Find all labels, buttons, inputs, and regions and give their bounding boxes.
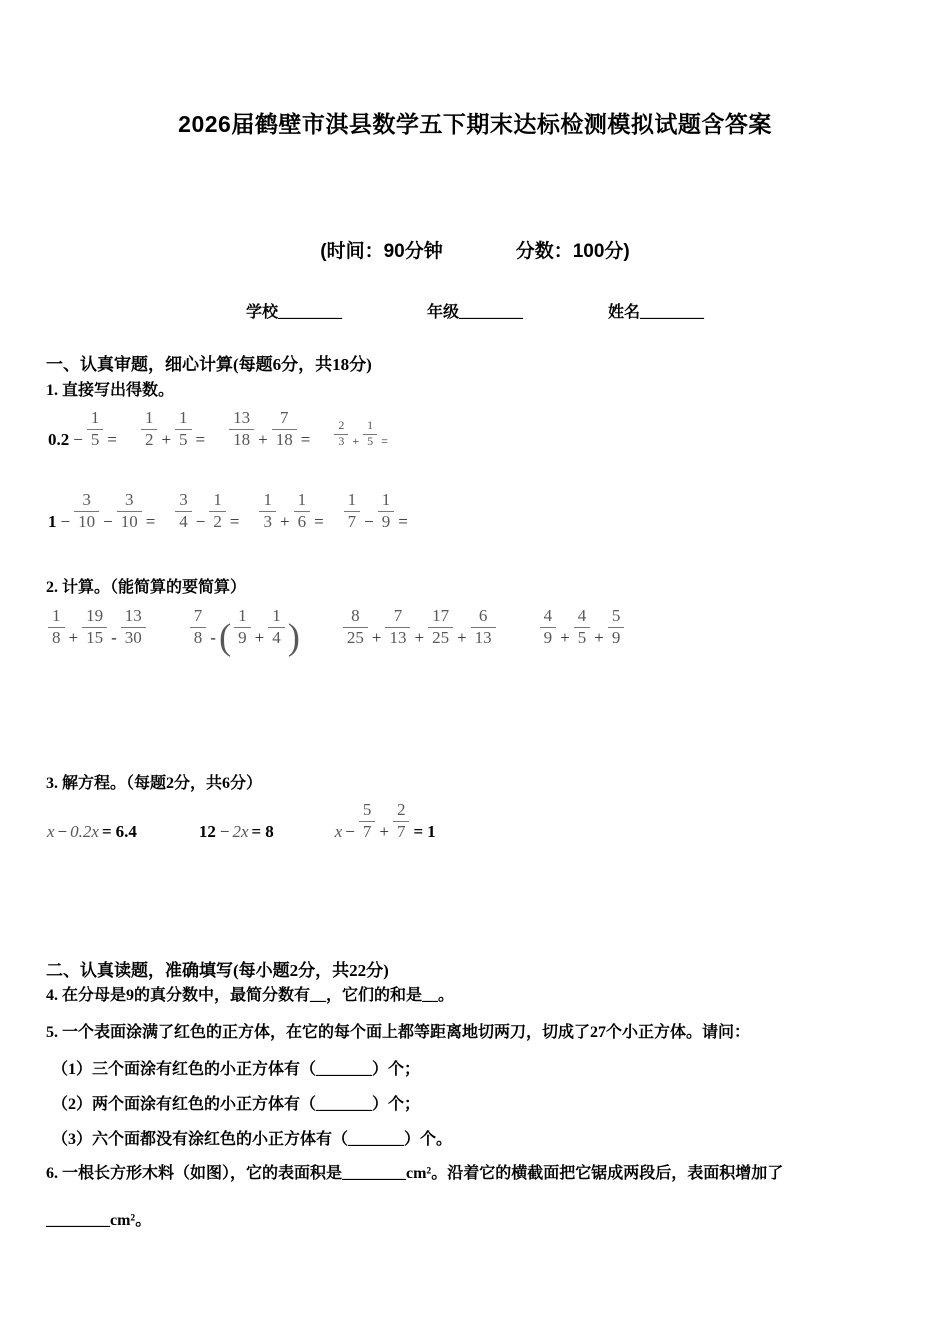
question5-item3: （3）六个面都没有涂红色的小正方体有（_______）个。	[52, 1131, 453, 1148]
fraction-numerator: 17	[428, 606, 453, 628]
math-equation	[197, 822, 276, 842]
math-expression	[342, 490, 410, 532]
name-blank: 姓名________	[608, 304, 705, 321]
math-expression	[173, 490, 241, 532]
fraction-denominator: 3	[263, 511, 272, 531]
fraction-denominator: 18	[275, 429, 293, 449]
fraction-numerator: 2	[334, 419, 348, 435]
math-token: =	[107, 429, 117, 449]
fraction-denominator: 9	[543, 627, 553, 647]
math-token: =	[229, 511, 240, 531]
fraction	[393, 800, 410, 841]
math-token: 0.2	[48, 429, 70, 449]
fraction-denominator: 2	[213, 511, 222, 531]
question3-label: 3. 解方程。（每题2分，共6分）	[46, 775, 263, 792]
math-token: +	[371, 627, 382, 647]
fraction	[234, 606, 251, 647]
math-expression	[341, 606, 498, 648]
fraction	[82, 606, 107, 647]
math-token: +	[258, 429, 268, 449]
fraction-numerator: 1	[209, 490, 226, 512]
fraction-denominator: 25	[432, 627, 450, 647]
math-token: +	[414, 627, 425, 647]
math-equation	[334, 800, 438, 842]
fraction-numerator: 1	[259, 490, 276, 512]
fraction-denominator: 9	[381, 511, 391, 531]
fraction	[343, 606, 368, 647]
fraction-numerator: 5	[359, 800, 376, 822]
fraction-denominator: 7	[396, 821, 406, 841]
fraction-denominator: 8	[52, 627, 61, 647]
question5-item1: （1）三个面涂有红色的小正方体有（_______）个；	[52, 1061, 421, 1078]
math-token: −	[73, 429, 83, 449]
fraction-numerator: 4	[574, 606, 591, 628]
fraction-denominator: 5	[367, 433, 374, 448]
math-token: -	[210, 627, 216, 647]
math-token: =	[101, 821, 112, 841]
math-expression	[188, 606, 301, 658]
exam-time: (时间：90分钟	[320, 241, 443, 262]
fraction	[175, 490, 192, 531]
fraction-numerator: 1	[141, 408, 158, 430]
math-token: =	[398, 511, 408, 531]
fraction-numerator: 7	[190, 606, 207, 628]
math-token: −	[57, 821, 68, 841]
question2-row	[46, 606, 626, 658]
section2-heading: 二、认真读题，准确填写(每小题2分，共22分)	[46, 961, 389, 980]
fraction-denominator: 5	[179, 429, 188, 449]
math-token: +	[68, 627, 79, 647]
fraction-numerator: 2	[393, 800, 410, 822]
fraction-denominator: 7	[347, 511, 357, 531]
fraction-denominator: 10	[120, 511, 138, 531]
fraction-denominator: 10	[78, 511, 96, 531]
fraction-numerator: 1	[294, 490, 311, 512]
question1-label: 1. 直接写出得数。	[46, 382, 175, 399]
fraction	[334, 419, 348, 449]
math-equation	[46, 822, 139, 842]
math-token: −	[345, 821, 355, 841]
math-token: =	[251, 821, 262, 841]
fraction-denominator: 7	[362, 821, 372, 841]
math-expression	[139, 408, 207, 450]
math-token: 8	[265, 821, 274, 841]
math-expression	[46, 408, 119, 450]
student-info-line	[0, 299, 950, 322]
question4-text: 4. 在分母是9的真分数中，最简分数有__，它们的和是__。	[46, 987, 455, 1004]
math-token: x	[47, 821, 55, 841]
fraction	[175, 408, 192, 449]
math-token: +	[457, 627, 467, 647]
fraction	[428, 606, 453, 647]
question3-row	[46, 800, 438, 842]
question5-item2: （2）两个面涂有红色的小正方体有（_______）个；	[52, 1096, 421, 1113]
fraction	[385, 606, 410, 647]
fraction-denominator: 9	[611, 627, 621, 647]
question1-row2	[46, 490, 410, 532]
fraction-numerator: 19	[82, 606, 107, 628]
fraction-numerator: 8	[343, 606, 368, 628]
fraction-numerator: 3	[175, 490, 192, 512]
math-token: −	[60, 511, 71, 531]
fraction	[209, 490, 226, 531]
math-token: =	[413, 821, 424, 841]
fraction	[121, 606, 146, 647]
math-token: +	[279, 511, 290, 531]
exam-score: 分数：100分)	[515, 241, 630, 262]
section1-heading: 一、认真审题，细心计算(每题6分，共18分)	[46, 355, 372, 374]
fraction-numerator: 1	[363, 419, 377, 435]
fraction-numerator: 1	[344, 490, 361, 512]
fraction-denominator: 5	[577, 627, 587, 647]
math-token: (	[218, 616, 232, 658]
fraction-denominator: 9	[238, 627, 247, 647]
question6-line1: 6. 一根长方形木料（如图），它的表面积是________cm²。沿着它的横截面把它锯成两段后，表面积增加了	[46, 1165, 784, 1182]
fraction-numerator: 13	[229, 408, 254, 430]
fraction	[48, 606, 65, 647]
math-token: 12	[198, 821, 216, 841]
fraction	[471, 606, 496, 647]
fraction	[117, 490, 142, 531]
fraction-denominator: 5	[90, 429, 100, 449]
math-expression	[538, 606, 627, 648]
math-token: )	[287, 616, 300, 658]
math-token: +	[352, 433, 360, 448]
fraction-denominator: 13	[389, 627, 407, 647]
question6-line2: ________cm²。	[46, 1212, 152, 1229]
fraction	[87, 408, 104, 449]
fraction-numerator: 1	[175, 408, 192, 430]
fraction-numerator: 5	[608, 606, 625, 628]
math-token: −	[195, 511, 206, 531]
fraction-denominator: 25	[346, 627, 364, 647]
math-token: =	[145, 511, 156, 531]
fraction-denominator: 15	[86, 627, 104, 647]
exam-meta-line	[0, 236, 950, 263]
math-expression	[46, 606, 148, 648]
math-token: -	[111, 627, 117, 647]
fraction-denominator: 8	[193, 627, 203, 647]
fraction	[294, 490, 311, 531]
fraction-numerator: 1	[87, 408, 104, 430]
math-expression	[227, 408, 312, 450]
fraction	[363, 419, 377, 449]
math-token: 6.4	[115, 821, 137, 841]
math-token: 0.2x	[70, 821, 99, 841]
fraction-denominator: 6	[297, 511, 307, 531]
math-token: +	[161, 429, 172, 449]
fraction-denominator: 13	[474, 627, 492, 647]
math-token: =	[300, 429, 311, 449]
fraction	[190, 606, 207, 647]
fraction	[268, 606, 285, 647]
math-token: =	[195, 429, 206, 449]
fraction-numerator: 1	[48, 606, 65, 628]
fraction-numerator: 3	[117, 490, 142, 512]
fraction-numerator: 7	[385, 606, 410, 628]
fraction	[574, 606, 591, 647]
math-token: 2x	[232, 821, 249, 841]
grade-blank: 年级________	[426, 304, 523, 321]
fraction-numerator: 7	[272, 408, 297, 430]
fraction-denominator: 4	[179, 511, 188, 531]
fraction-denominator: 30	[124, 627, 142, 647]
math-token: =	[314, 511, 324, 531]
math-expression	[257, 490, 325, 532]
math-token: +	[594, 627, 604, 647]
fraction	[272, 408, 297, 449]
fraction	[74, 490, 99, 531]
math-token: +	[379, 821, 389, 841]
fraction-denominator: 4	[272, 627, 281, 647]
fraction-numerator: 13	[121, 606, 146, 628]
question2-label: 2. 计算。（能简算的要简算）	[46, 579, 247, 596]
math-token: 1	[427, 821, 436, 841]
math-expression	[332, 419, 390, 449]
fraction	[540, 606, 557, 647]
math-token: −	[364, 511, 374, 531]
page-title: 2026届鹤壁市淇县数学五下期末达标检测模拟试题含答案	[178, 111, 772, 137]
fraction-numerator: 6	[471, 606, 496, 628]
fraction	[344, 490, 361, 531]
fraction	[141, 408, 158, 449]
question5-intro: 5. 一个表面涂满了红色的正方体，在它的每个面上都等距离地切两刀，切成了27个小正方体。请问：	[46, 1024, 751, 1041]
school-blank: 学校________	[245, 304, 342, 321]
math-token: 1	[48, 511, 57, 531]
fraction-numerator: 1	[268, 606, 285, 628]
fraction-denominator: 3	[338, 433, 345, 448]
fraction-numerator: 4	[540, 606, 557, 628]
math-token: +	[254, 627, 265, 647]
fraction-numerator: 1	[378, 490, 395, 512]
math-token: +	[560, 627, 570, 647]
fraction-denominator: 18	[233, 429, 251, 449]
math-token: =	[381, 433, 388, 448]
fraction-numerator: 1	[234, 606, 251, 628]
math-token: x	[334, 821, 343, 841]
fraction	[608, 606, 625, 647]
fraction-denominator: 2	[144, 429, 154, 449]
math-expression	[46, 490, 157, 532]
question1-row1	[46, 408, 390, 450]
fraction	[229, 408, 254, 449]
fraction	[259, 490, 276, 531]
fraction-numerator: 3	[74, 490, 99, 512]
math-token: −	[219, 821, 230, 841]
fraction	[359, 800, 376, 841]
fraction	[378, 490, 395, 531]
math-token: −	[103, 511, 113, 531]
